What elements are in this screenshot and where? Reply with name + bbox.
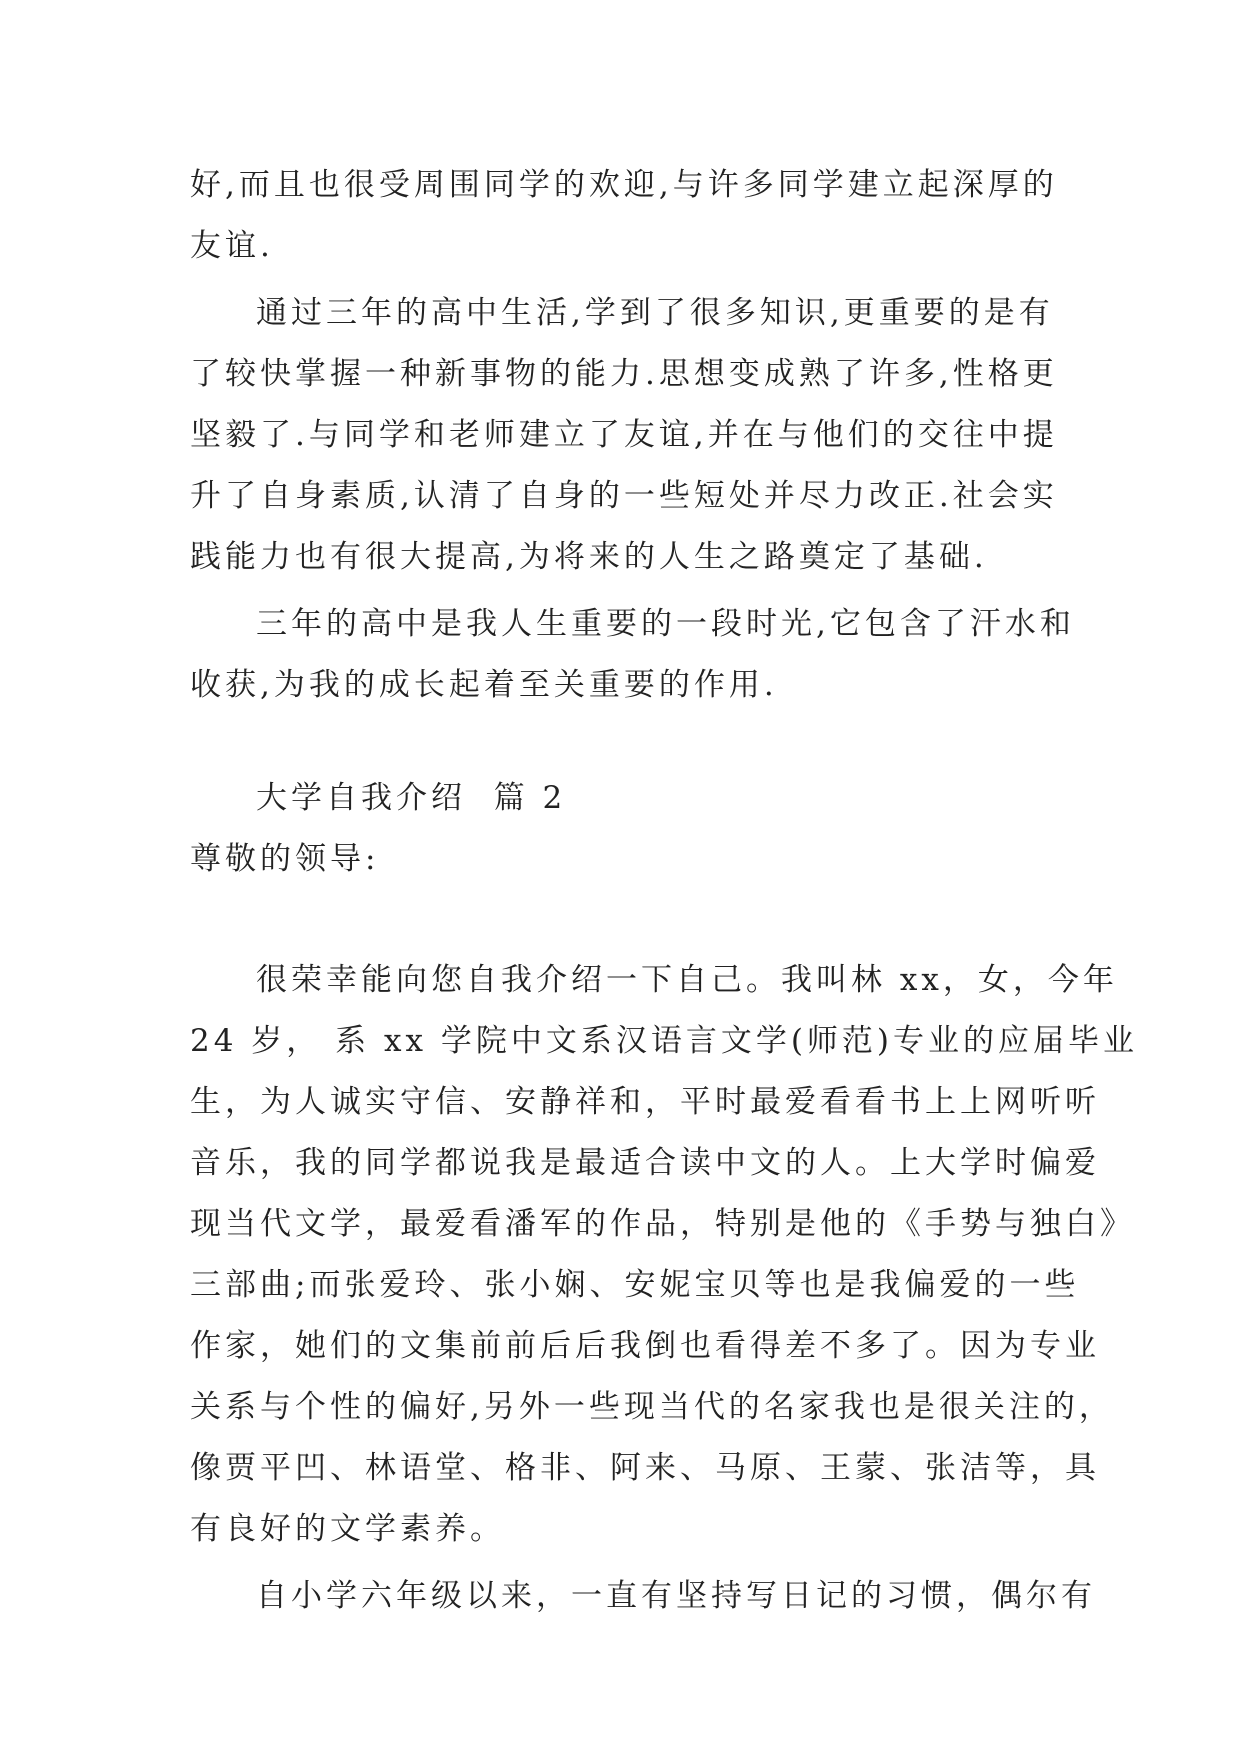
paragraph-5: [190, 1566, 1096, 1627]
salutation: 尊敬的领导:: [190, 841, 380, 877]
paragraph-1: [190, 155, 1058, 277]
paragraph-4-line-5: 现当代文学，最爱看潘军的作品，特别是他的《手势与独白》: [190, 1206, 1135, 1242]
paragraph-4-line-6: 三部曲;而张爱玲、张小娴、安妮宝贝等也是我偏爱的一些: [190, 1267, 1080, 1303]
paragraph-1-line-1: 好,而且也很受周围同学的欢迎,与许多同学建立起深厚的: [190, 167, 1058, 203]
paragraph-1-line-2: 友谊.: [190, 228, 274, 264]
paragraph-2-line-2: 了较快掌握一种新事物的能力.思想变成熟了许多,性格更: [190, 356, 1058, 392]
paragraph-3: [190, 594, 1075, 716]
paragraph-4-line-10: 有良好的文学素养。: [190, 1511, 505, 1547]
paragraph-2-line-1: 通过三年的高中生活,学到了很多知识,更重要的是有: [256, 295, 1054, 331]
paragraph-4-line-8: 关系与个性的偏好,另外一些现当代的名家我也是很关注的，: [190, 1389, 1114, 1425]
section-heading: 大学自我介绍 篇 2: [256, 780, 567, 816]
paragraph-5-line-1: 自小学六年级以来，一直有坚持写日记的习惯，偶尔有: [256, 1578, 1096, 1614]
paragraph-4-line-3: 生，为人诚实守信、安静祥和，平时最爱看看书上上网听听: [190, 1084, 1100, 1120]
paragraph-2-line-5: 践能力也有很大提高,为将来的人生之路奠定了基础.: [190, 539, 988, 575]
paragraph-3-line-1: 三年的高中是我人生重要的一段时光,它包含了汗水和: [256, 606, 1075, 642]
paragraph-2-line-3: 坚毅了.与同学和老师建立了友谊,并在与他们的交往中提: [190, 417, 1058, 453]
paragraph-4-line-9: 像贾平凹、林语堂、格非、阿来、马原、王蒙、张洁等，具: [190, 1450, 1100, 1486]
paragraph-2: [190, 283, 1058, 588]
paragraph-4: [190, 950, 1139, 1560]
paragraph-3-line-2: 收获,为我的成长起着至关重要的作用.: [190, 667, 778, 703]
document-body: [190, 155, 1139, 1627]
paragraph-4-line-1: 很荣幸能向您自我介绍一下自己。我叫林 xx，女，今年: [256, 962, 1118, 998]
paragraph-4-line-4: 音乐，我的同学都说我是最适合读中文的人。上大学时偏爱: [190, 1145, 1100, 1181]
paragraph-2-line-4: 升了自身素质,认清了自身的一些短处并尽力改正.社会实: [190, 478, 1058, 514]
paragraph-4-line-7: 作家，她们的文集前前后后我倒也看得差不多了。因为专业: [190, 1328, 1100, 1364]
paragraph-4-line-2: 24 岁， 系 xx 学院中文系汉语言文学(师范)专业的应届毕业: [190, 1023, 1139, 1059]
